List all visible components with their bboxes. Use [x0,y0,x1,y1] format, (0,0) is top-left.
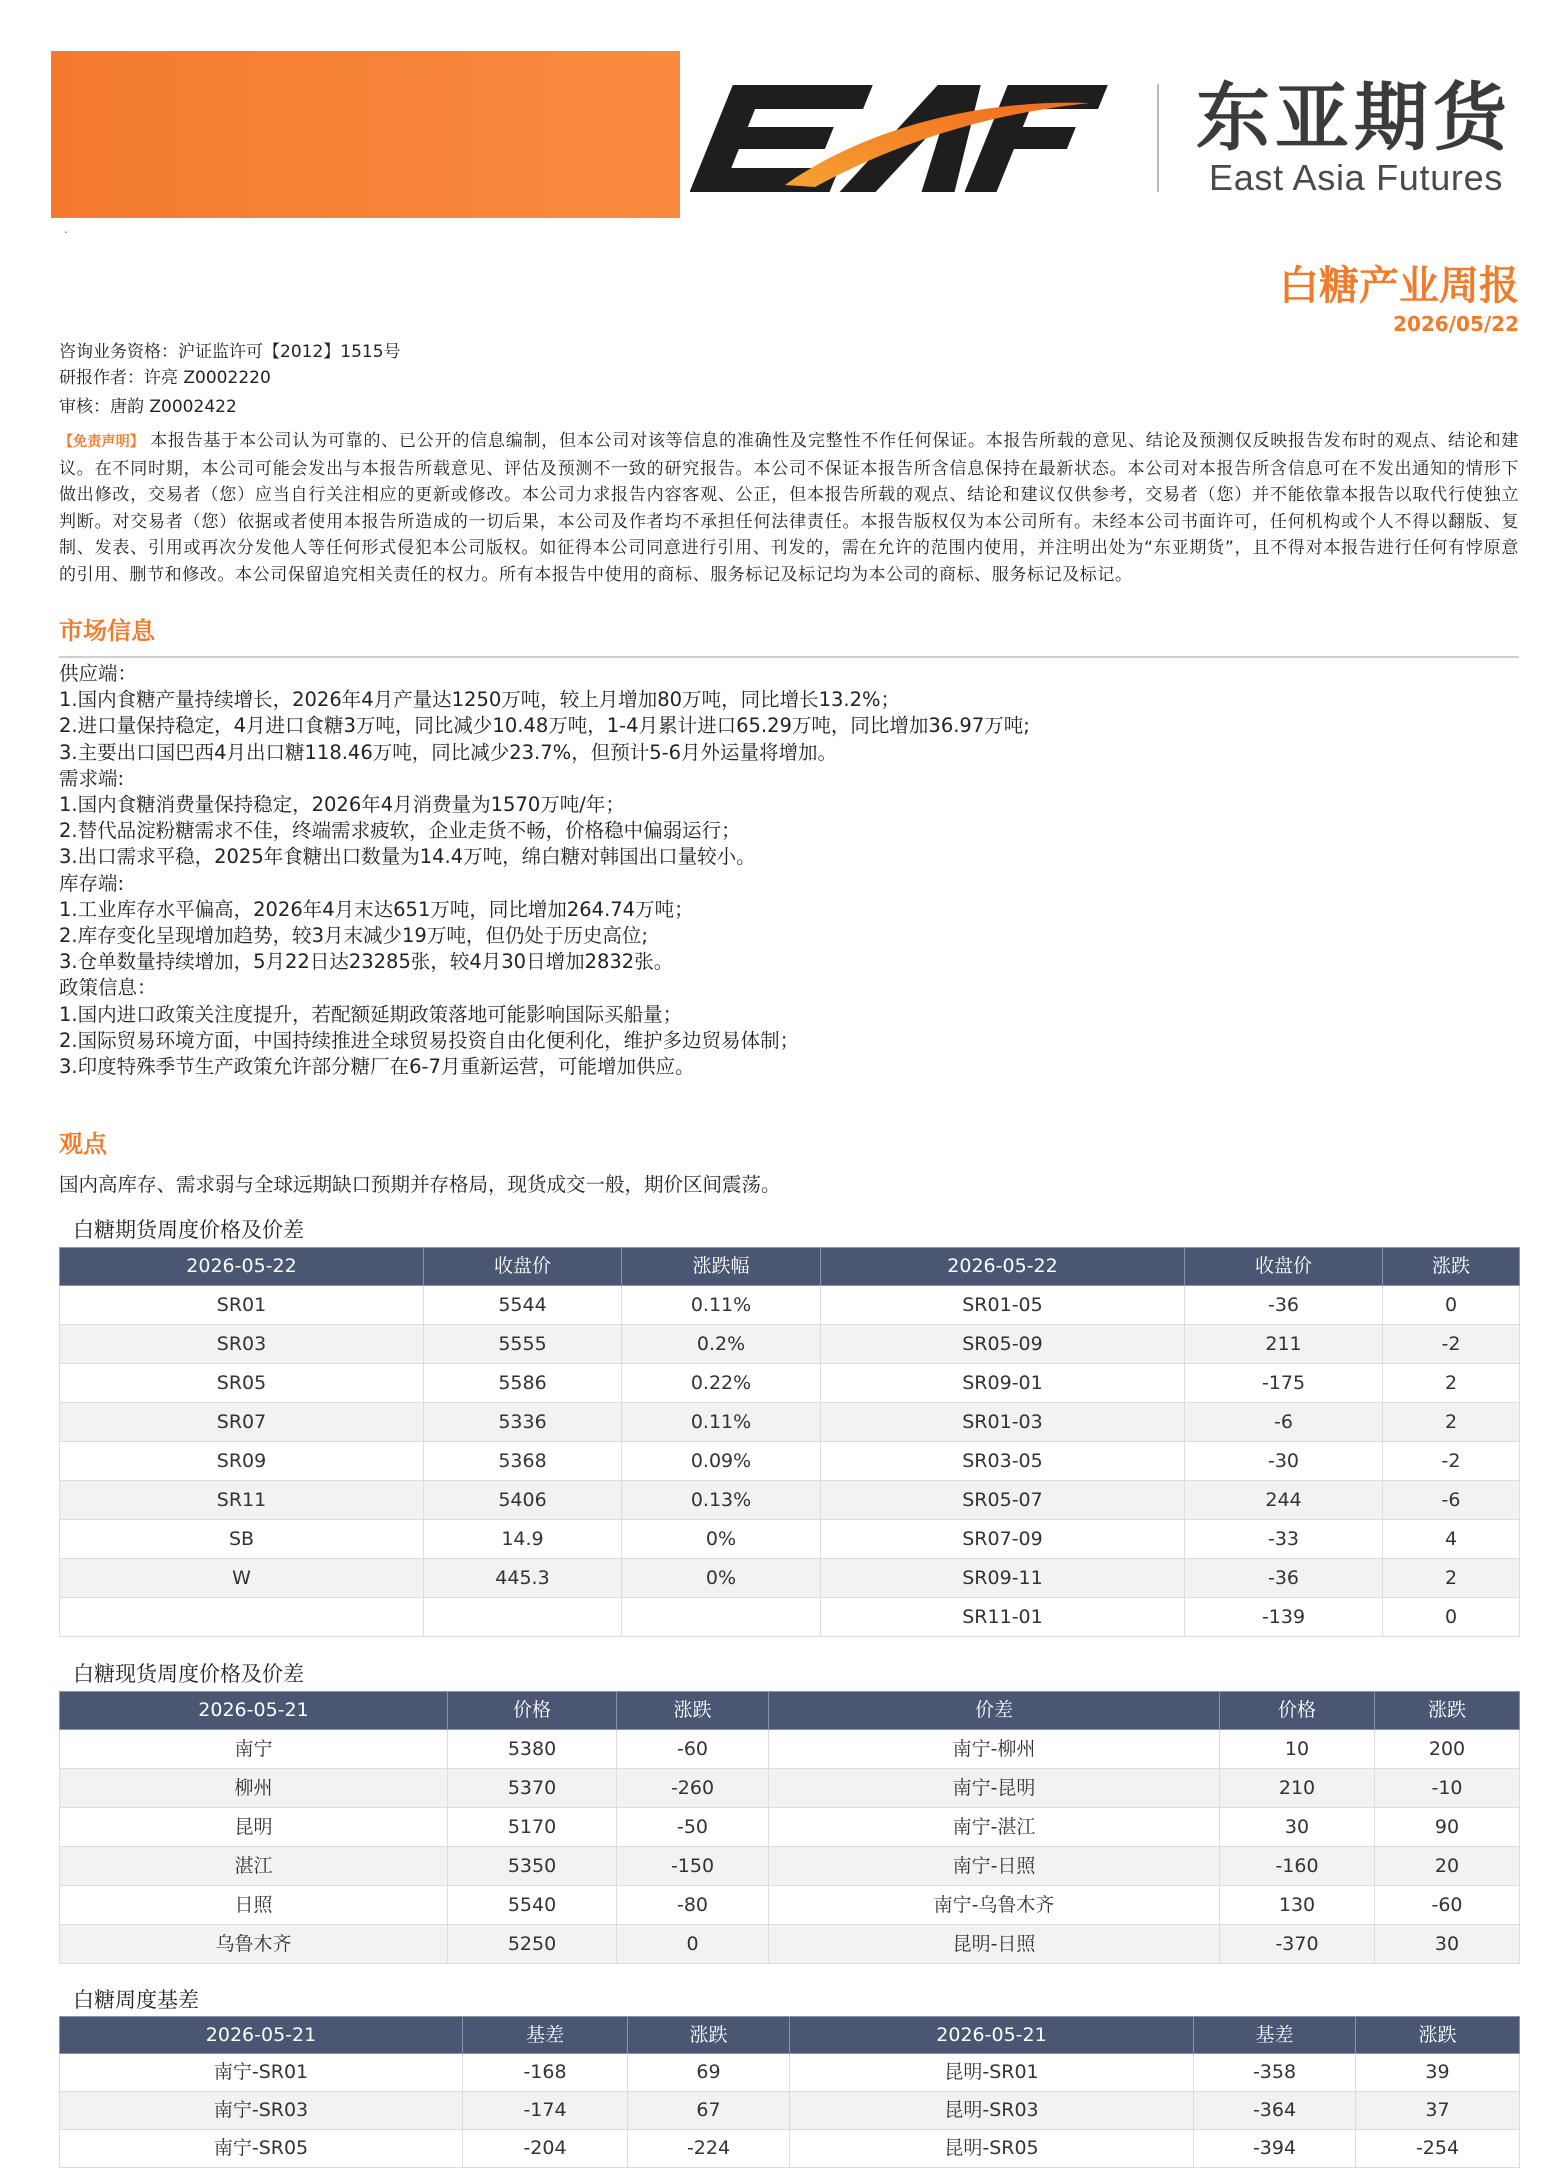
table-cell: 69 [628,2054,790,2092]
table-title-futures: 白糖期货周度价格及价差 [73,1218,304,1242]
table-cell: 0 [1383,1598,1520,1637]
table-cell: 南宁-日照 [769,1847,1220,1886]
table-cell: SR09 [60,1442,424,1481]
table-cell: 37 [1356,2092,1520,2130]
table-cell: SR05-07 [821,1481,1185,1520]
column-header: 收盘价 [1185,1248,1383,1286]
table-cell: SR07-09 [821,1520,1185,1559]
disclaimer-label: 【免责声明】 [59,434,145,450]
column-header: 价格 [448,1692,617,1730]
table-cell: SR07 [60,1403,424,1442]
table-cell: -168 [463,2054,628,2092]
column-header: 价格 [1220,1692,1375,1730]
table-cell: 30 [1375,1925,1520,1964]
table-row [60,1481,1520,1520]
disclaimer-text: 本报告基于本公司认为可靠的、已公开的信息编制，但本公司对该等信息的准确性及完整性不作任何保证。本报告所载的意见、结论及预测仅反映报告发布时的观点、结论和建议。在不同时期，本公司可能会发出与本报告所载意见、评估及预测不一致的研究报告。本公司不保证本报告所含信息保持在最新状态。本公司对本报告所含信息可在不发出通知的情形下做出修改，交易者（您）应当自行关注相应的更新或修改。本公司力求报告内容客观、公正，但本报告所载的观点、结论和建议仅供参考，交易者（您）并不能依靠本报告以取代行使独立判断。对交易者（您）依据或者使用本报告所造成的一切后果，本公司及作者均不承担任何法律责任。本报告版权仅为本公司所有。未经本公司书面许可，任何机构或个人不得以翻版、复制、发表、引用或再次分发他人等任何形式侵犯本公司版权。如征得本公司同意进行引用、刊发的，需在允许的范围内使用，并注明出处为“东亚期货”，且不得对本报告进行任何有悖原意的引用、删节和修改。本公司保留追究相关责任的权力。所有本报告中使用的商标、服务标记及标记均为本公司的商标、服务标记及标记。 [59,431,1520,585]
section-heading-viewpoint: 观点 [59,1130,107,1158]
column-header: 涨跌 [1356,2017,1520,2054]
table-cell: 20 [1375,1847,1520,1886]
table-cell: -50 [617,1808,769,1847]
table-cell: 南宁-昆明 [769,1769,1220,1808]
table-cell: 0.22% [622,1364,821,1403]
table-cell: -60 [617,1730,769,1769]
table-cell: -358 [1194,2054,1356,2092]
table-cell: 5406 [424,1481,622,1520]
table-cell: -6 [1383,1481,1520,1520]
table-cell: 14.9 [424,1520,622,1559]
table-row [60,1808,1520,1847]
table-cell: W [60,1559,424,1598]
column-header: 基差 [463,2017,628,2054]
table-cell: 30 [1220,1808,1375,1847]
table-cell: 乌鲁木齐 [60,1925,448,1964]
table-cell: 445.3 [424,1559,622,1598]
table-cell: 南宁-柳州 [769,1730,1220,1769]
table-cell: SR11 [60,1481,424,1520]
table-cell: -370 [1220,1925,1375,1964]
table-cell: 昆明 [60,1808,448,1847]
table-cell: 2 [1383,1364,1520,1403]
table-cell: -394 [1194,2130,1356,2168]
reviewer-line: 审核：唐韵 Z0002422 [59,397,237,417]
table-cell: -30 [1185,1442,1383,1481]
table-cell: 10 [1220,1730,1375,1769]
table-cell: -224 [628,2130,790,2168]
table-row [60,1559,1520,1598]
table-row [60,1442,1520,1481]
table-cell: 南宁-SR03 [60,2092,463,2130]
table-cell: 湛江 [60,1847,448,1886]
column-header: 2026-05-21 [60,1692,448,1730]
table-cell: 0.11% [622,1403,821,1442]
column-header: 涨跌 [617,1692,769,1730]
table-cell: 昆明-SR05 [790,2130,1194,2168]
table-cell: 5544 [424,1286,622,1325]
disclaimer [59,428,1519,589]
table-header-row [60,1248,1520,1286]
column-header: 价差 [769,1692,1220,1730]
table-cell: 日照 [60,1886,448,1925]
table-cell: -6 [1185,1403,1383,1442]
table-row [60,1886,1520,1925]
table-cell: 39 [1356,2054,1520,2092]
table-cell: SR05 [60,1364,424,1403]
table-cell: 0% [622,1559,821,1598]
stray-mark: . [64,222,68,236]
table-cell: SB [60,1520,424,1559]
basis-table [59,2016,1520,2168]
table-row [60,2130,1520,2168]
table-cell: -139 [1185,1598,1383,1637]
column-header: 涨跌 [1383,1248,1520,1286]
report-title: 白糖产业周报 [1279,263,1519,309]
table-cell: SR11-01 [821,1598,1185,1637]
info-line: 1.国内食糖产量持续增长，2026年4月产量达1250万吨，较上月增加80万吨，同比增长13.2%； [59,688,901,712]
table-cell: 0.09% [622,1442,821,1481]
info-line: 3.出口需求平稳，2025年食糖出口数量为14.4万吨，绵白糖对韩国出口量较小。 [59,845,756,869]
table-cell: 5540 [448,1886,617,1925]
section-heading-market: 市场信息 [59,617,155,645]
table-cell: 0 [1383,1286,1520,1325]
info-line: 1.工业库存水平偏高，2026年4月末达651万吨，同比增加264.74万吨； [59,897,694,921]
table-cell: 0 [617,1925,769,1964]
table-cell: 5586 [424,1364,622,1403]
table-row [60,1730,1520,1769]
table-header-row [60,1692,1520,1730]
eaf-logo [690,77,1120,202]
table-cell: -36 [1185,1559,1383,1598]
table-cell: 244 [1185,1481,1383,1520]
table-cell: 5555 [424,1325,622,1364]
table-cell: -33 [1185,1520,1383,1559]
table-cell: -150 [617,1847,769,1886]
table-row [60,1286,1520,1325]
table-cell: 4 [1383,1520,1520,1559]
table-cell: SR03-05 [821,1442,1185,1481]
table-cell: -60 [1375,1886,1520,1925]
subsection-label: 政策信息： [59,976,157,1000]
info-line: 2.库存变化呈现增加趋势，较3月末减少19万吨，但仍处于历史高位; [59,924,648,948]
table-cell: -80 [617,1886,769,1925]
table-cell: 211 [1185,1325,1383,1364]
table-cell [424,1598,622,1637]
table-cell [622,1598,821,1637]
table-cell: 5350 [448,1847,617,1886]
table-cell: 0.13% [622,1481,821,1520]
table-cell: -160 [1220,1847,1375,1886]
table-cell: 南宁-乌鲁木齐 [769,1886,1220,1925]
table-row [60,1925,1520,1964]
column-header: 2026-05-22 [821,1248,1185,1286]
table-cell: -260 [617,1769,769,1808]
table-row [60,1364,1520,1403]
table-cell: 5170 [448,1808,617,1847]
info-line: 3.主要出口国巴西4月出口糖118.46万吨，同比减少23.7%，但预计5-6月外运量将增加。 [59,740,838,764]
table-cell: SR05-09 [821,1325,1185,1364]
column-header: 涨跌 [628,2017,790,2054]
info-line: 3.仓单数量持续增加，5月22日达23285张，较4月30日增加2832张。 [59,950,674,974]
table-cell: -254 [1356,2130,1520,2168]
table-cell: 昆明-日照 [769,1925,1220,1964]
table-cell: 南宁 [60,1730,448,1769]
table-cell: -2 [1383,1442,1520,1481]
table-cell: 南宁-SR01 [60,2054,463,2092]
table-row [60,2092,1520,2130]
table-cell: 130 [1220,1886,1375,1925]
table-cell: 2 [1383,1403,1520,1442]
info-line: 1.国内食糖消费量保持稳定，2026年4月消费量为1570万吨/年； [59,793,625,817]
subsection-label: 需求端: [59,766,125,790]
column-header: 2026-05-21 [60,2017,463,2054]
column-header: 涨跌 [1375,1692,1520,1730]
table-cell: -10 [1375,1769,1520,1808]
table-cell: 南宁-湛江 [769,1808,1220,1847]
column-header: 2026-05-22 [60,1248,424,1286]
info-line: 1.国内进口政策关注度提升，若配额延期政策落地可能影响国际买船量； [59,1002,683,1026]
table-row [60,1325,1520,1364]
table-header-row [60,2017,1520,2054]
table-row [60,1520,1520,1559]
table-cell: -36 [1185,1286,1383,1325]
logo-letter-f [965,85,1108,192]
table-row [60,1769,1520,1808]
table-cell: 5336 [424,1403,622,1442]
table-cell: 67 [628,2092,790,2130]
logo-letter-e [690,85,873,192]
table-cell: SR09-01 [821,1364,1185,1403]
table-cell: 5368 [424,1442,622,1481]
company-name-cn: 东亚期货 [1196,75,1512,161]
subsection-label: 供应端： [59,662,138,685]
table-cell: -175 [1185,1364,1383,1403]
table-cell: SR09-11 [821,1559,1185,1598]
table-cell: 柳州 [60,1769,448,1808]
table-cell: 昆明-SR01 [790,2054,1194,2092]
table-cell: 5370 [448,1769,617,1808]
info-line: 2.国际贸易环境方面，中国持续推进全球贸易投资自由化便利化，维护多边贸易体制； [59,1028,800,1052]
table-cell: 0.2% [622,1325,821,1364]
table-row [60,1847,1520,1886]
author-line: 研报作者：许亮 Z0002220 [59,368,271,388]
table-cell: 5250 [448,1925,617,1964]
table-cell: 200 [1375,1730,1520,1769]
section-divider [59,656,1519,658]
table-cell [60,1598,424,1637]
table-cell: 南宁-SR05 [60,2130,463,2168]
table-cell: 210 [1220,1769,1375,1808]
market-info-body [59,661,1519,1080]
logo-divider [1157,84,1159,192]
table-cell: SR01 [60,1286,424,1325]
table-cell: 昆明-SR03 [790,2092,1194,2130]
table-cell: SR03 [60,1325,424,1364]
column-header: 2026-05-21 [790,2017,1194,2054]
table-cell: -2 [1383,1325,1520,1364]
table-cell: -204 [463,2130,628,2168]
company-name-en: East Asia Futures [1209,157,1504,198]
table-title-spot: 白糖现货周度价格及价差 [73,1662,304,1686]
table-cell: SR01-05 [821,1286,1185,1325]
table-cell: SR01-03 [821,1403,1185,1442]
column-header: 涨跌幅 [622,1248,821,1286]
table-row [60,1403,1520,1442]
viewpoint-text: 国内高库存、需求弱与全球远期缺口预期并存格局，现货成交一般，期价区间震荡。 [59,1173,781,1196]
column-header: 基差 [1194,2017,1356,2054]
brand-color-block [51,51,680,218]
table-cell: 0% [622,1520,821,1559]
column-header: 收盘价 [424,1248,622,1286]
table-cell: 5380 [448,1730,617,1769]
table-row [60,2054,1520,2092]
qualification-line: 咨询业务资格：沪证监许可【2012】1515号 [59,342,401,362]
table-cell: -174 [463,2092,628,2130]
subsection-label: 库存端: [59,871,125,895]
table-row [60,1598,1520,1637]
table-title-basis: 白糖周度基差 [73,1988,199,2012]
table-cell: 2 [1383,1559,1520,1598]
info-line: 2.替代品淀粉糖需求不佳，终端需求疲软，企业走货不畅，价格稳中偏弱运行； [59,819,741,843]
info-line: 2.进口量保持稳定，4月进口食糖3万吨，同比减少10.48万吨，1-4月累计进口65.29万吨，同比增加36.97万吨; [59,714,1030,738]
info-line: 3.印度特殊季节生产政策允许部分糖厂在6-7月重新运营，可能增加供应。 [59,1055,695,1079]
spot-price-table [59,1691,1520,1964]
futures-price-table [59,1247,1520,1637]
table-cell: 0.11% [622,1286,821,1325]
table-cell: -364 [1194,2092,1356,2130]
table-cell: 90 [1375,1808,1520,1847]
report-date: 2026/05/22 [1393,312,1519,336]
